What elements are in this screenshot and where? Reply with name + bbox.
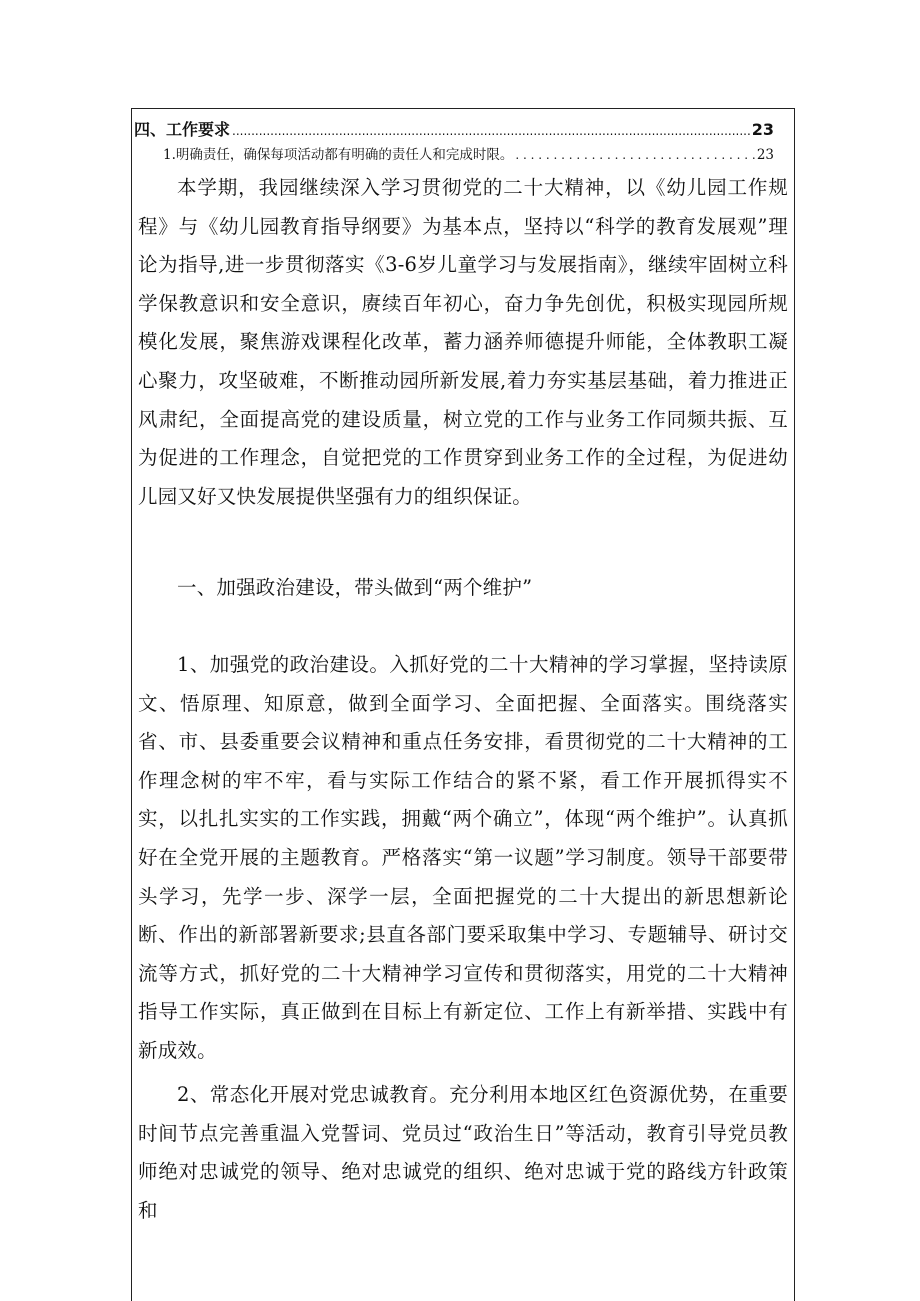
paragraph-item-2: 2、常态化开展对党忠诚教育。充分利用本地区红色资源优势，在重要时间节点完善重温入党誓词、党员过“政治生日”等活动，教育引导党员教师绝对忠诚党的领导、绝对忠诚党的组织、绝对忠诚于党的路线方针政策和	[138, 1083, 788, 1222]
paragraph-item-1: 1、加强党的政治建设。入抓好党的二十大精神的学习掌握，坚持读原文、悟原理、知原意，做到全面学习、全面把握、全面落实。围绕落实省、市、县委重要会议精神和重点任务安排，看贯彻党的二十大精神的工作理念树的牢不牢，看与实际工作结合的紧不紧，看工作开展抓得实不实，以扎扎实实的工作实践，拥戴“两个确立”，体现“两个维护”。认真抓好在全党开展的主题教育。严格落实“第一议题”学习制度。领导干部要带头学习，先学一步、深学一层，全面把握党的二十大提出的新思想新论断、作出的新部署新要求;县直各部门要采取集中学习、专题辅导、研讨交流等方式，抓好党的二十大精神学习宣传和贯彻落实，用党的二十大精神指导工作实际，真正做到在目标上有新定位、工作上有新举措、实践中有新成效。	[138, 653, 788, 1062]
toc-entry-label: 1.明确责任，确保每项活动都有明确的责任人和完成时限。	[163, 147, 514, 163]
toc-page-number: 23	[751, 120, 774, 139]
toc-leader-dots	[515, 147, 754, 163]
toc-entry-clarify-responsibility[interactable]	[163, 143, 774, 163]
intro-paragraph: 本学期，我园继续深入学习贯彻党的二十大精神，以《幼儿园工作规程》与《幼儿园教育指导纲要》为基本点，坚持以“科学的教育发展观”理论为指导,进一步贯彻落实《3-6岁儿童学习与发展指南》，继续牢固树立科学保教意识和安全意识，赓续百年初心，奋力争先创优，积极实现园所规模化发展，聚焦游戏课程化改革，蓄力涵养师德提升师能，全体教职工凝心聚力，攻坚破难，不断推动园所新发展,着力夯实基层基础，着力推进正风肃纪，全面提高党的建设质量，树立党的工作与业务工作同频共振、互为促进的工作理念，自觉把党的工作贯穿到业务工作的全过程，为促进幼儿园又好又快发展提供坚强有力的组织保证。	[138, 176, 788, 508]
toc-entry-work-requirements[interactable]	[134, 117, 774, 140]
toc-leader-dots	[232, 120, 750, 139]
section-heading: 一、加强政治建设，带头做到“两个维护”	[177, 576, 533, 599]
toc-page-number: 23	[756, 147, 774, 163]
toc-entry-label: 四、工作要求	[134, 120, 231, 139]
